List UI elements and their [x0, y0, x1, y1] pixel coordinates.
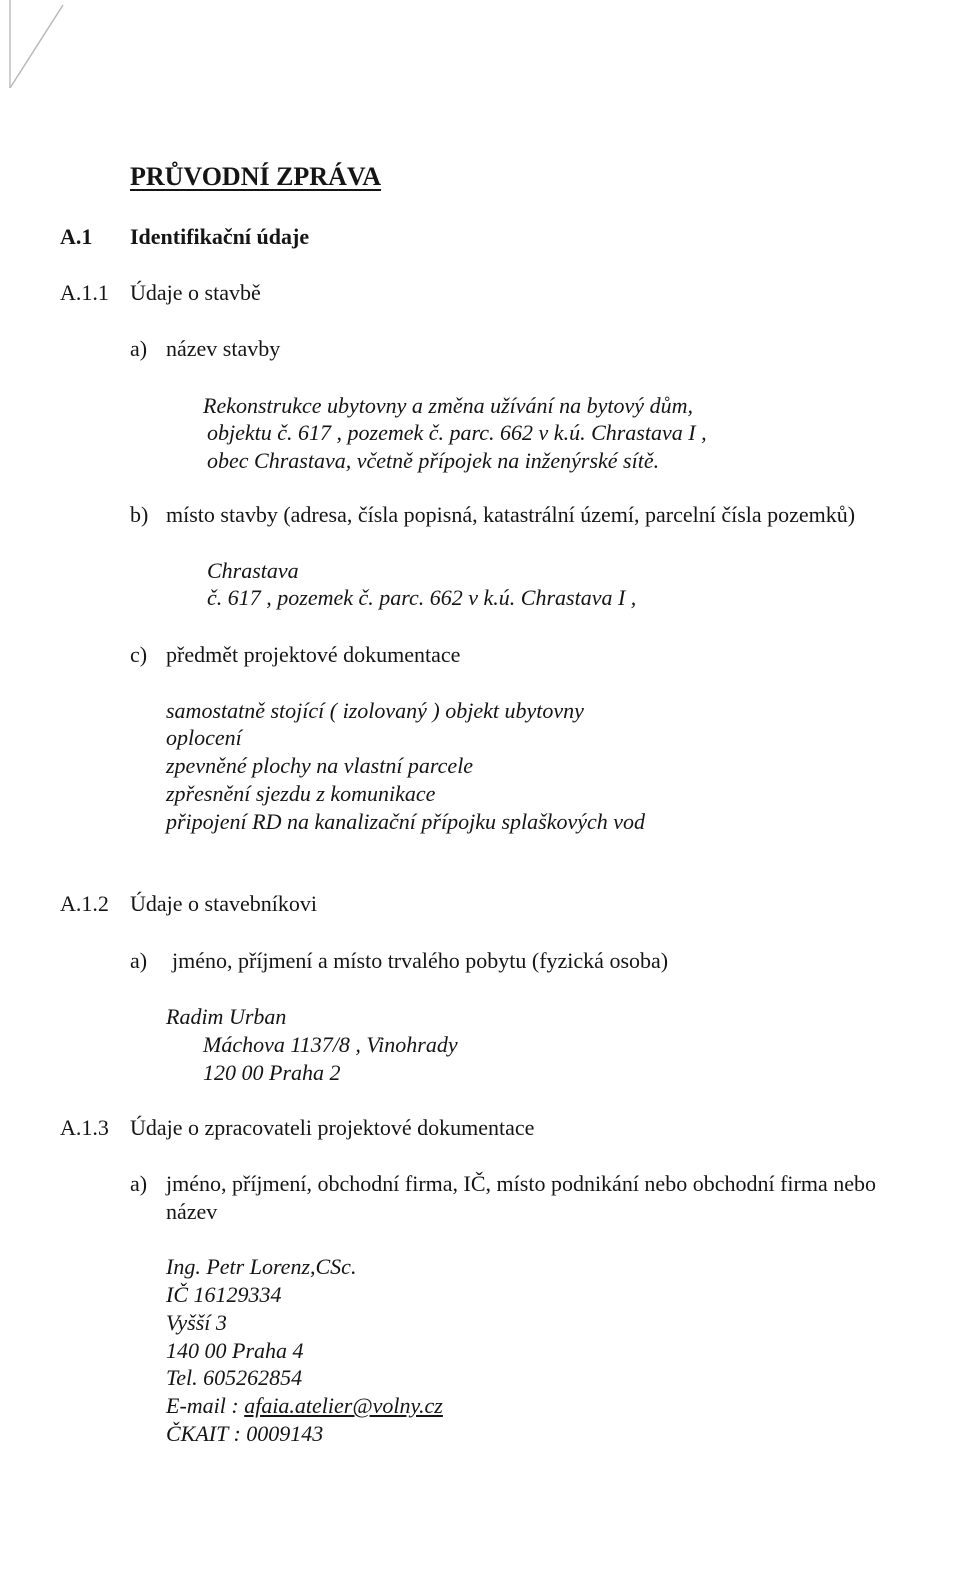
designer-email-line: [166, 1392, 443, 1420]
subsection-heading: Údaje o stavebníkovi: [130, 891, 317, 916]
scope-line: připojení RD na kanalizační přípojku splaškových vod: [166, 809, 646, 834]
designer-line: 140 00 Praha 4: [166, 1338, 304, 1363]
document-title: PRŮVODNÍ ZPRÁVA: [130, 162, 382, 191]
builder-line: Radim Urban: [166, 1004, 287, 1029]
builder-line: Máchova 1137/8 , Vinohrady: [203, 1032, 458, 1057]
building-name-line: Rekonstrukce ubytovny a změna užívání na bytový dům,: [203, 393, 693, 418]
designer-line: ČKAIT : 0009143: [166, 1421, 324, 1446]
designer-line: Tel. 605262854: [166, 1365, 303, 1390]
item-label: jméno, příjmení a místo trvalého pobytu (fyzická osoba): [172, 948, 669, 973]
scope-line: oplocení: [166, 725, 242, 750]
item-label: místo stavby (adresa, čísla popisná, katastrální území, parcelní čísla pozemků): [166, 502, 856, 527]
subsection-number: A.1.3: [60, 1115, 109, 1140]
location-line: č. 617 , pozemek č. parc. 662 v k.ú. Chrastava I ,: [207, 585, 637, 610]
item-marker: c): [130, 642, 148, 667]
location-line: Chrastava: [207, 558, 299, 583]
email-prefix: E-mail :: [166, 1393, 245, 1418]
subsection-number: A.1.2: [60, 891, 109, 916]
item-marker: b): [130, 502, 149, 527]
section-number: A.1: [60, 224, 93, 249]
scope-line: samostatně stojící ( izolovaný ) objekt ubytovny: [166, 698, 584, 723]
building-name-line: objektu č. 617 , pozemek č. parc. 662 v k.ú. Chrastava I ,: [207, 420, 707, 445]
section-heading: Identifikační údaje: [130, 224, 310, 249]
item-marker: a): [130, 336, 148, 361]
item-label: jméno, příjmení, obchodní firma, IČ, místo podnikání nebo obchodní firma nebo: [166, 1171, 876, 1196]
scope-line: zpřesnění sjezdu z komunikace: [166, 781, 436, 806]
item-label: předmět projektové dokumentace: [166, 642, 461, 667]
designer-line: Vyšší 3: [166, 1310, 227, 1335]
item-label: název: [166, 1199, 218, 1224]
designer-line: IČ 16129334: [166, 1282, 282, 1307]
building-name-line: obec Chrastava, včetně přípojek na inženýrské sítě.: [207, 448, 660, 473]
builder-line: 120 00 Praha 2: [203, 1060, 341, 1085]
email-link[interactable]: afaia.atelier@volny.cz: [244, 1393, 443, 1418]
scope-line: zpevněné plochy na vlastní parcele: [166, 753, 474, 778]
scan-corner-mark: [8, 0, 68, 90]
item-marker: a): [130, 1171, 148, 1196]
designer-line: Ing. Petr Lorenz,CSc.: [166, 1254, 357, 1279]
subsection-heading: Údaje o stavbě: [130, 280, 261, 305]
subsection-number: A.1.1: [60, 280, 109, 305]
item-marker: a): [130, 948, 148, 973]
item-label: název stavby: [166, 336, 281, 361]
subsection-heading: Údaje o zpracovateli projektové dokumentace: [130, 1115, 535, 1140]
